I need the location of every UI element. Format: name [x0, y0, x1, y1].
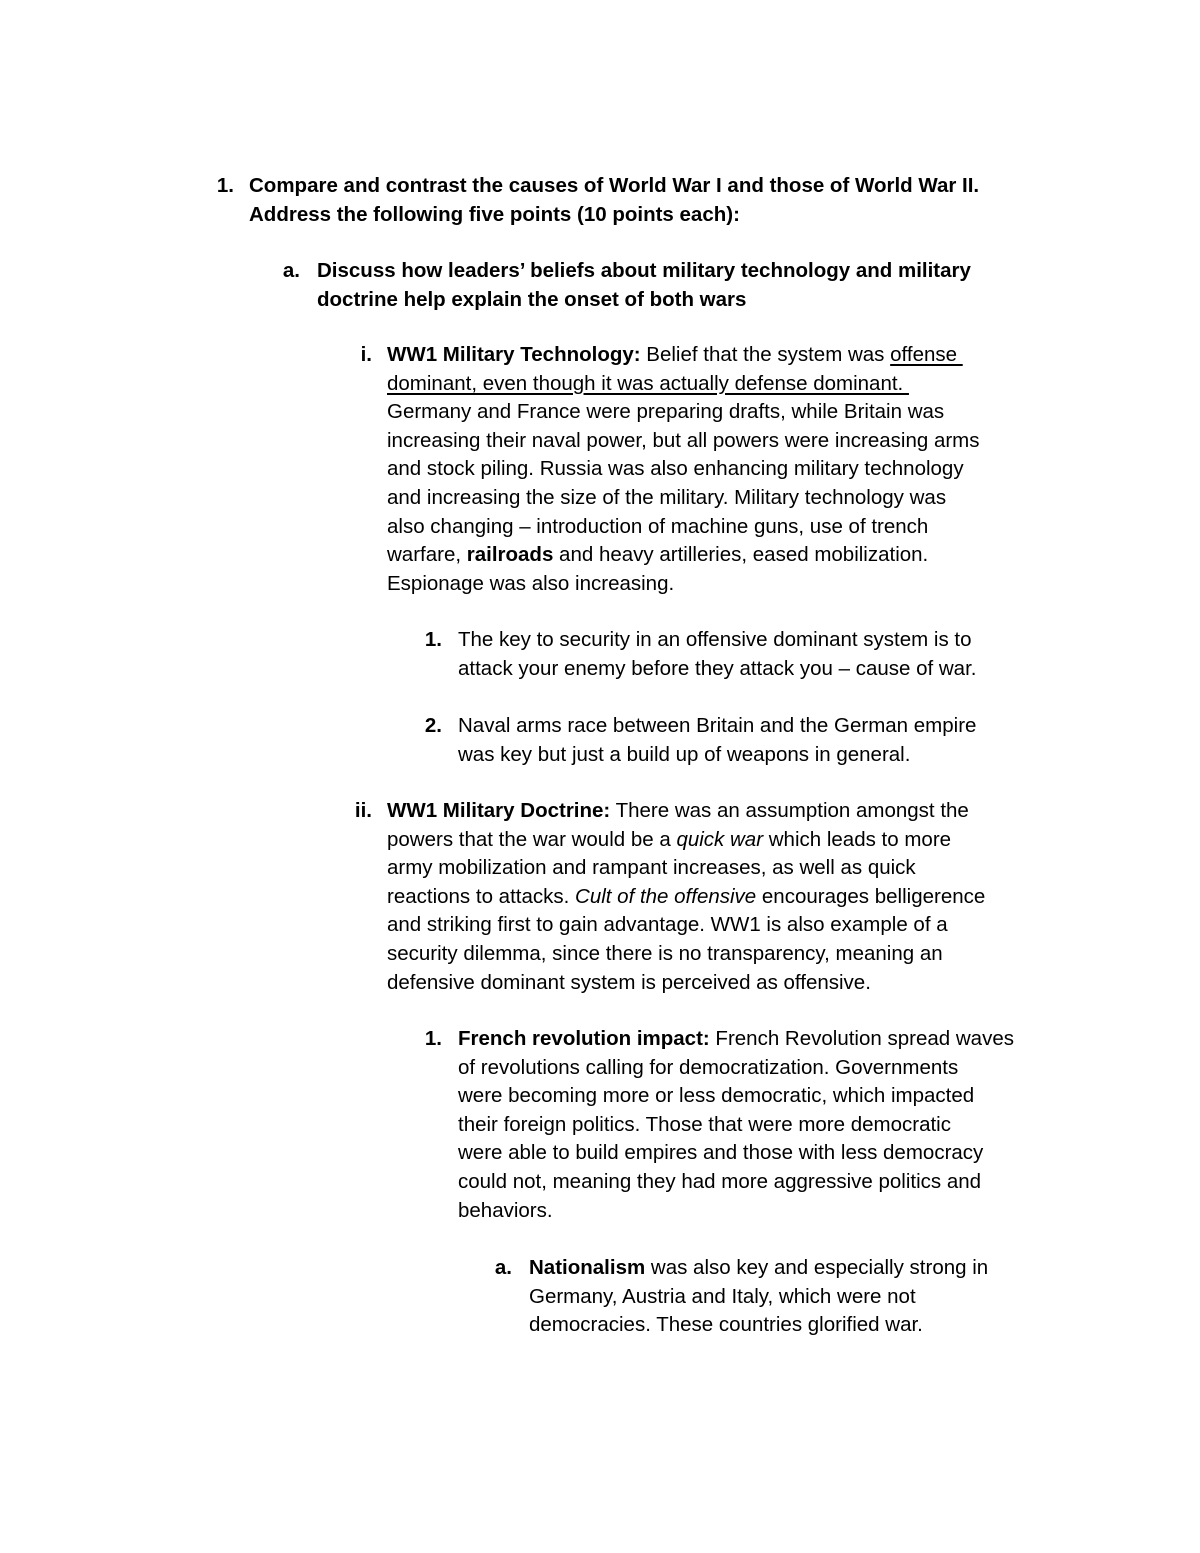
point-ii-line-1-post: There was an assumption amongst the — [610, 799, 969, 822]
nationalism-text — [529, 1254, 1089, 1340]
question-1-line-1: Compare and contrast the causes of World War I and those of World War II. — [249, 174, 980, 197]
point-ii-cult-of-offensive: Cult of the offensive — [575, 884, 757, 908]
point-i-line-2 — [387, 370, 1087, 399]
point-ii-quick-war: quick war — [676, 827, 764, 851]
point-i-line-8 — [387, 541, 1087, 570]
doctrine-subpoint-1-text — [458, 1025, 1158, 1225]
point-ii-line-2-post: which leads to more — [763, 827, 952, 851]
nationalism-line-1-post: was also key and especially strong in — [645, 1256, 989, 1279]
french-line-1 — [458, 1025, 1158, 1054]
point-ii-line-6: security dilemma, since there is no transparency, meaning an — [387, 941, 943, 965]
point-ii-line-4-pre: reactions to attacks. — [387, 884, 576, 908]
nationalism-line-2: Germany, Austria and Italy, which were not — [529, 1284, 916, 1308]
technology-subpoint-1-marker: 1. — [424, 628, 442, 651]
technology-subpoint-1 — [0, 626, 1200, 686]
point-ii-line-7: defensive dominant system is perceived as offensive. — [387, 970, 871, 994]
technology-subpoint-1-line-2: attack your enemy before they attack you – cause of war. — [458, 656, 977, 680]
point-i-marker: i. — [360, 343, 372, 366]
french-subpoint-nationalism — [0, 1254, 1200, 1344]
french-line-7: behaviors. — [458, 1198, 553, 1222]
point-ww1-military-doctrine — [0, 797, 1200, 1002]
point-i-railroads: railroads — [466, 543, 554, 567]
nationalism-line-3: democracies. These countries glorified war. — [529, 1313, 923, 1337]
technology-subpoint-2-marker: 2. — [424, 714, 442, 737]
nationalism-line-1 — [529, 1254, 1089, 1283]
point-i-line-3: Germany and France were preparing drafts, while Britain was — [387, 400, 945, 424]
doctrine-subpoint-french-revolution — [0, 1025, 1200, 1230]
french-line-6: could not, meaning they had more aggressive politics and — [458, 1169, 982, 1193]
nationalism-heading: Nationalism — [529, 1256, 646, 1279]
technology-subpoint-2-text — [458, 712, 1098, 769]
point-i-line-7: also changing – introduction of machine guns, use of trench — [387, 514, 929, 538]
point-ii-text — [387, 797, 1087, 997]
subquestion-a-line-2: doctrine help explain the onset of both wars — [317, 287, 747, 311]
point-ii-line-2-pre: powers that the war would be a — [387, 827, 677, 851]
french-line-5: were able to build empires and those with less democracy — [458, 1141, 984, 1165]
point-i-line-1 — [387, 341, 1087, 370]
technology-subpoint-1-line-1: The key to security in an offensive dominant system is to — [458, 628, 972, 651]
point-ii-marker: ii. — [354, 799, 372, 822]
question-1-marker: 1. — [216, 174, 234, 197]
technology-subpoint-2-line-2: was key but just a build up of weapons in general. — [458, 742, 911, 766]
french-line-2: of revolutions calling for democratization. Governments — [458, 1055, 959, 1079]
technology-subpoint-2-line-1: Naval arms race between Britain and the German empire — [458, 714, 977, 737]
point-ii-line-5: and striking first to gain advantage. WW1 is also example of a — [387, 913, 948, 937]
nationalism-marker: a. — [494, 1256, 512, 1279]
subquestion-a — [0, 257, 1200, 317]
point-i-underlined-1: offense — [890, 343, 963, 366]
point-ww1-military-technology — [0, 341, 1200, 601]
french-heading: French revolution impact: — [458, 1027, 710, 1050]
subquestion-a-text — [317, 257, 1137, 314]
technology-subpoint-2 — [0, 712, 1200, 772]
point-i-underlined-2: dominant, even though it was actually defense dominant. — [387, 371, 909, 395]
point-i-line-8-pre: warfare, — [387, 543, 467, 567]
point-i-intro: Belief that the system was — [640, 343, 891, 366]
point-i-line-9: Espionage was also increasing. — [387, 571, 675, 595]
point-ii-line-2 — [387, 826, 1087, 855]
point-ii-heading: WW1 Military Doctrine: — [387, 799, 611, 822]
doctrine-subpoint-1-marker: 1. — [424, 1027, 442, 1050]
subquestion-a-line-1: Discuss how leaders’ beliefs about military technology and military — [317, 259, 971, 282]
question-1 — [0, 172, 1200, 232]
french-line-1-post: French Revolution spread waves — [709, 1027, 1014, 1050]
point-i-line-5: and stock piling. Russia was also enhancing military technology — [387, 457, 964, 481]
point-i-line-6: and increasing the size of the military. Military technology was — [387, 485, 947, 509]
point-i-heading: WW1 Military Technology: — [387, 343, 641, 366]
question-1-text — [249, 172, 1149, 229]
technology-subpoint-1-text — [458, 626, 1098, 683]
point-i-line-8-post: and heavy artilleries, eased mobilization. — [553, 543, 929, 567]
point-ii-line-3: army mobilization and rampant increases, as well as quick — [387, 856, 916, 880]
french-line-3: were becoming more or less democratic, which impacted — [458, 1084, 975, 1108]
question-1-line-2: Address the following five points (10 points each): — [249, 202, 740, 226]
point-i-text — [387, 341, 1087, 598]
subquestion-a-marker: a. — [282, 259, 300, 282]
french-line-4: their foreign politics. Those that were more democratic — [458, 1112, 951, 1136]
point-ii-line-1 — [387, 797, 1087, 826]
point-i-line-4: increasing their naval power, but all powers were increasing arms — [387, 428, 980, 452]
point-ii-line-4-post: encourages belligerence — [756, 884, 986, 908]
point-ii-line-4 — [387, 883, 1087, 912]
